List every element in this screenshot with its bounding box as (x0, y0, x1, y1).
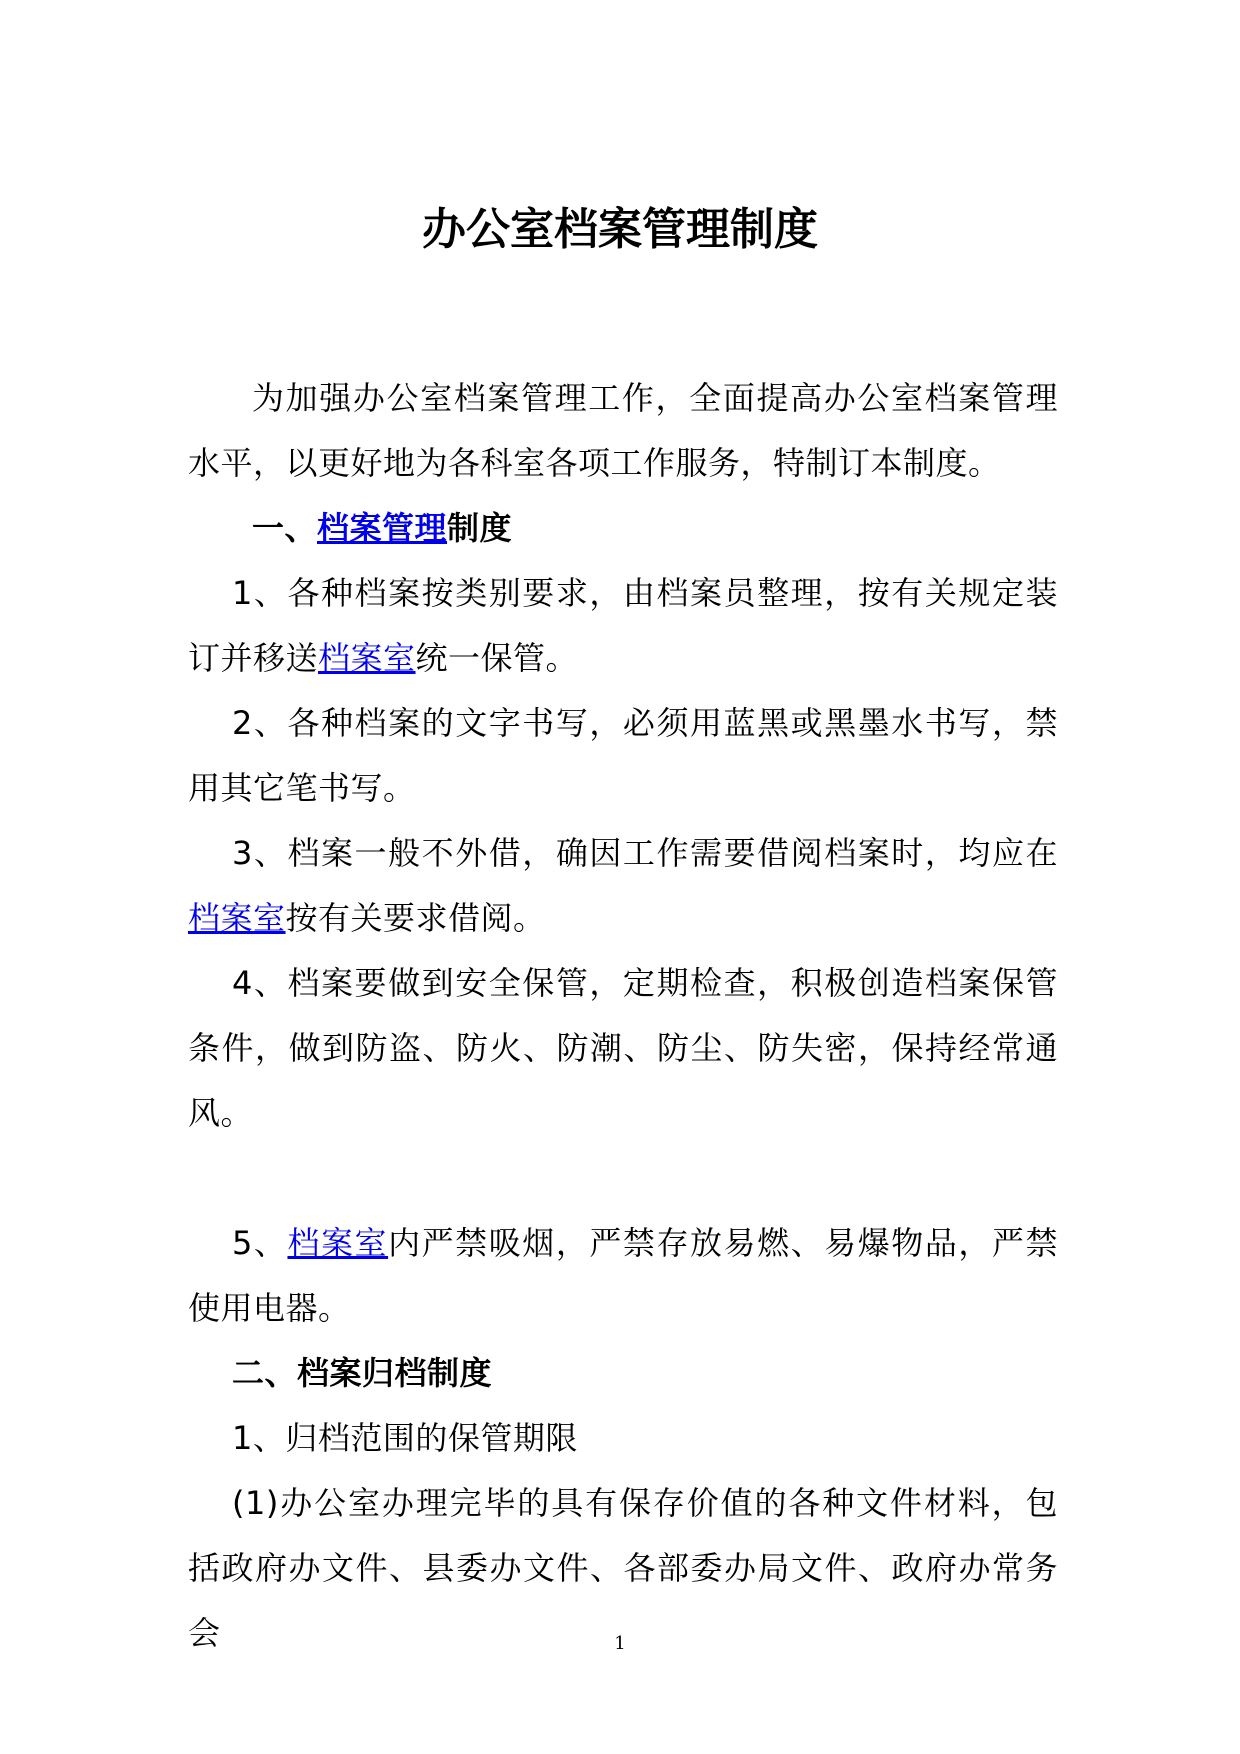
sub-item-1: (1)办公室办理完毕的具有保存价值的各种文件材料，包括政府办文件、县委办文件、各部委办局文件、政府办常务会 (188, 1484, 1058, 1652)
rule-item-2: 2、各种档案的文字书写，必须用蓝黑或黑墨水书写，禁用其它笔书写。 (188, 704, 1058, 807)
rule-item-1 (188, 561, 1058, 691)
page-number: 1 (614, 1633, 626, 1654)
document-body (188, 366, 1058, 1666)
archive-room-link-3[interactable]: 档案室 (287, 1224, 389, 1262)
archive-room-link-1[interactable]: 档案室 (318, 639, 416, 677)
rule-item-1-text: 1、各种档案按类别要求，由档案员整理，按有关规定装订并移送 (188, 574, 1058, 677)
blank-line (188, 1146, 1058, 1211)
rule-item-1-tail: 统一保管。 (415, 639, 579, 677)
section-heading-1 (188, 496, 1058, 561)
rule-item-5 (188, 1211, 1058, 1341)
archive-management-link[interactable]: 档案管理 (317, 509, 448, 547)
rule-item-3 (188, 821, 1058, 951)
section-heading-2: 二、档案归档制度 (232, 1354, 493, 1392)
intro-paragraph: 为加强办公室档案管理工作，全面提高办公室档案管理水平，以更好地为各科室各项工作服务，特制订本制度。 (188, 379, 1058, 482)
archive-room-link-2[interactable]: 档案室 (188, 899, 286, 937)
rule-item-3-tail: 按有关要求借阅。 (285, 899, 546, 937)
rule-item-4: 4、档案要做到安全保管，定期检查，积极创造档案保管条件，做到防盗、防火、防潮、防尘、防失密，保持经常通风。 (188, 964, 1058, 1132)
rule-item-5-tail: 内严禁吸烟，严禁存放易燃、易爆物品，严禁使用电器。 (188, 1224, 1058, 1327)
rule-item-5-number: 5、 (232, 1224, 288, 1262)
rule-item-3-text: 3、档案一般不外借，确因工作需要借阅档案时，均应在 (232, 834, 1058, 872)
sub-heading-1: 1、归档范围的保管期限 (232, 1419, 578, 1457)
section-heading-1-suffix: 制度 (447, 509, 513, 547)
page-title: 办公室档案管理制度 (422, 204, 818, 255)
section-heading-1-prefix: 一、 (252, 509, 318, 547)
